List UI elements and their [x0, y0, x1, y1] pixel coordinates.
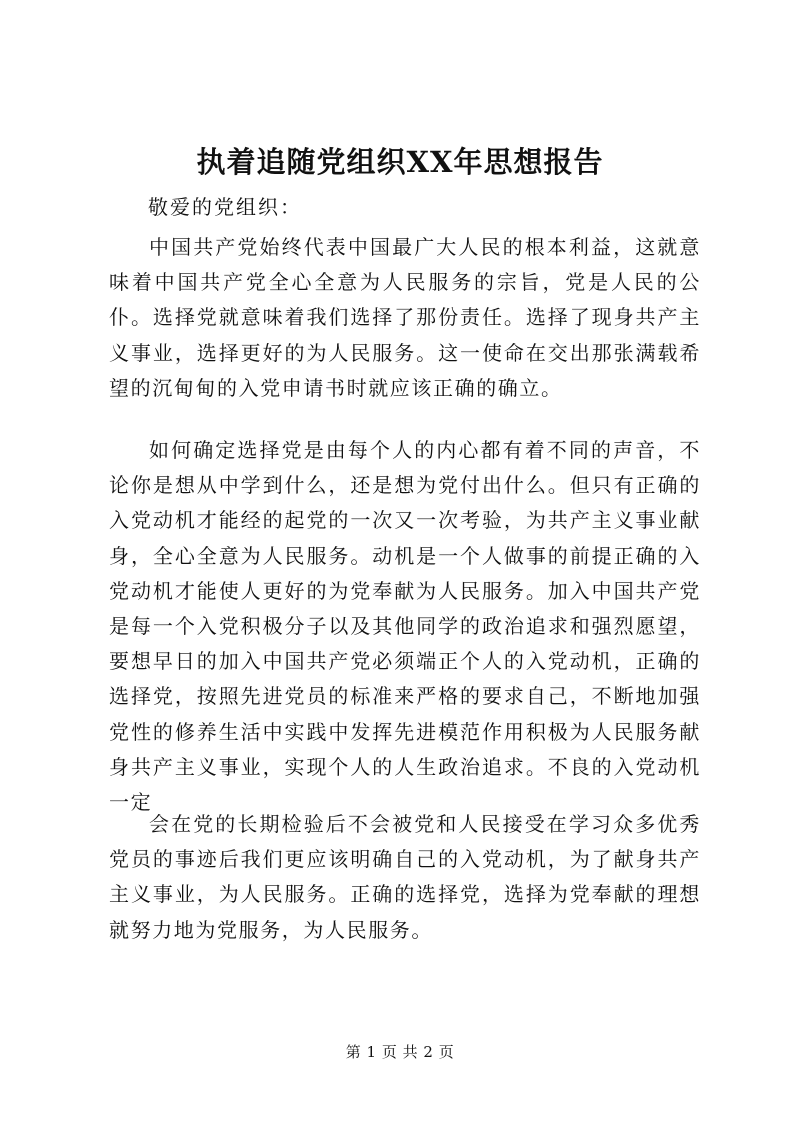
page-number-footer: 第 1 页 共 2 页 [345, 1043, 455, 1061]
salutation: 敬爱的党组织： [148, 195, 302, 219]
body-paragraph-3: 会在党的长期检验后不会被党和人民接受在学习众多优秀党员的事迹后我们更应该明确自己的入党动机，为了献身共产主义事业，为人民服务。正确的选择党，选择为党奉献的理想就努力地为党服务，为人民服务。 [109, 812, 701, 942]
document-title: 执着追随党组织XX年思想报告 [196, 145, 604, 179]
body-paragraph-1: 中国共产党始终代表中国最广大人民的根本利益，这就意味着中国共产党全心全意为人民服务的宗旨，党是人民的公仆。选择党就意味着我们选择了那份责任。选择了现身共产主义事业，选择更好的为人民服务。这一使命在交出那张满载希望的沉甸甸的入党申请书时就应该正确的确立。 [109, 235, 701, 400]
body-paragraph-2: 如何确定选择党是由每个人的内心都有着不同的声音，不论你是想从中学到什么，还是想为党付出什么。但只有正确的入党动机才能经的起党的一次又一次考验，为共产主义事业献身，全心全意为人民服务。动机是一个人做事的前提正确的入党动机才能使人更好的为党奉献为人民服务。加入中国共产党是每一个入党积极分子以及其他同学的政治追求和强烈愿望，要想早日的加入中国共产党必须端正个人的入党动机，正确的选择党，按照先进党员的标准来严格的要求自己，不断地加强党性的修养生活中实践中发挥先进模范作用积极为人民服务献身共产主义事业，实现个人的人生政治追求。不良的入党动机一定 [109, 438, 701, 815]
